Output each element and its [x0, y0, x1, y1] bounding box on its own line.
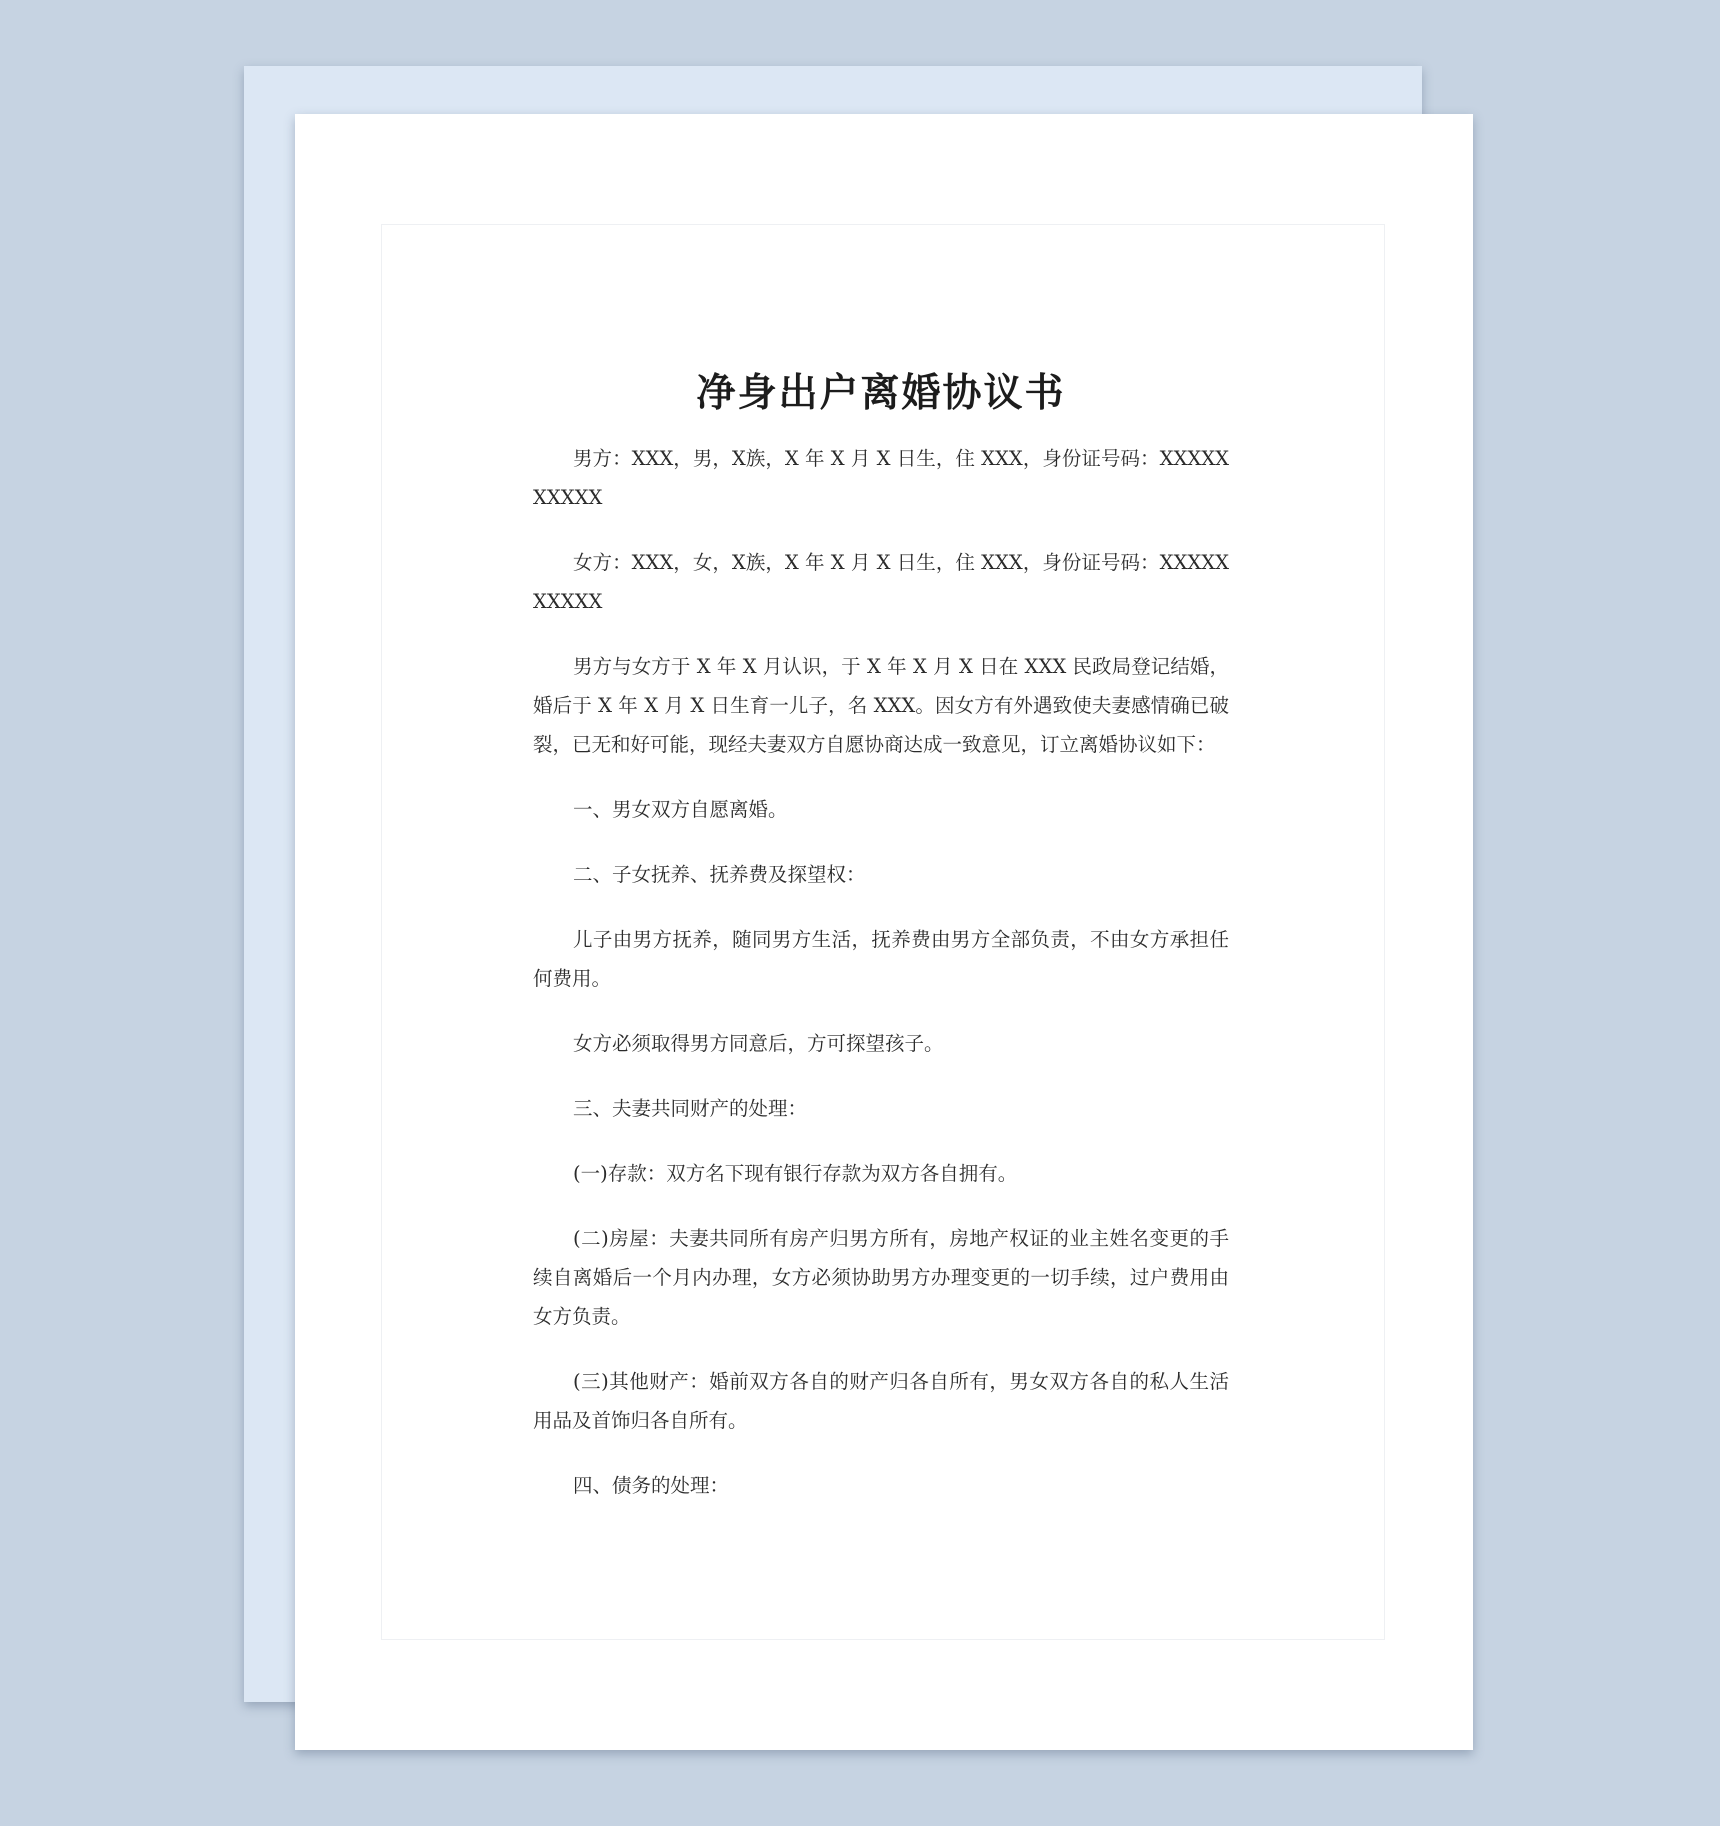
clause-3-heading: 三、夫妻共同财产的处理： — [573, 1097, 808, 1120]
clause-3-house: (二)房屋：夫妻共同所有房产归男方所有，房地产权证的业主姓名变更的手续自离婚后一个月内办理，女方必须协助男方办理变更的一切手续，过户费用由女方负责。 — [533, 1227, 1229, 1328]
male-party-info: 男方：XXX，男，X族，X 年 X 月 X 日生，住 XXX，身份证号码：XXXXXXXXXX — [533, 447, 1229, 509]
document-title: 净身出户离婚协议书 — [696, 370, 1066, 416]
clause-2-heading: 二、子女抚养、抚养费及探望权： — [573, 863, 866, 886]
clause-1-divorce: 一、男女双方自愿离婚。 — [573, 798, 788, 821]
female-party-info: 女方：XXX，女，X族，X 年 X 月 X 日生，住 XXX，身份证号码：XXXXXXXXXX — [533, 551, 1229, 613]
document-body — [533, 369, 1229, 1531]
clause-3-deposits: (一)存款：双方名下现有银行存款为双方各自拥有。 — [573, 1162, 1018, 1185]
clause-3-other-property: (三)其他财产：婚前双方各自的财产归各自所有，男女双方各自的私人生活用品及首饰归各自所有。 — [533, 1370, 1229, 1432]
front-paper-sheet — [295, 114, 1473, 1750]
clause-2-visitation: 女方必须取得男方同意后，方可探望孩子。 — [573, 1032, 944, 1055]
clause-4-heading: 四、债务的处理： — [573, 1474, 730, 1497]
clause-2-custody: 儿子由男方抚养，随同男方生活，抚养费由男方全部负责，不由女方承担任何费用。 — [533, 928, 1229, 990]
marriage-background: 男方与女方于 X 年 X 月认识，于 X 年 X 月 X 日在 XXX 民政局登记结婚，婚后于 X 年 X 月 X 日生育一儿子，名 XXX。因女方有外遇致使夫妻感情确已破裂，已无和好可能，现经夫妻双方自愿协商达成一致意见，订立离婚协议如下： — [533, 655, 1229, 756]
